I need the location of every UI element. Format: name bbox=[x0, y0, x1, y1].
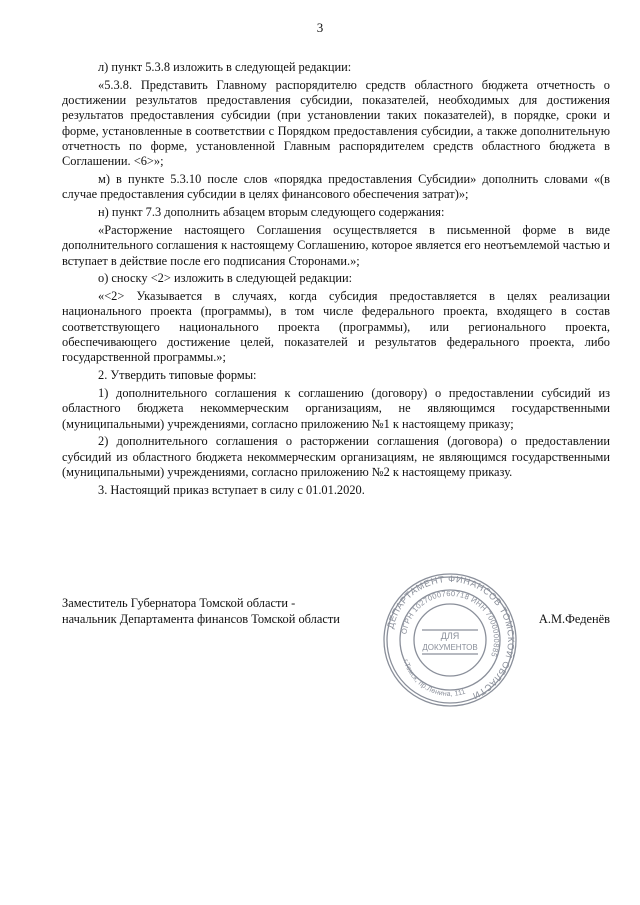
seal-center-line-2: ДОКУМЕНТОВ bbox=[422, 643, 478, 652]
signer-position-line-2: начальник Департамента финансов Томской области bbox=[62, 611, 340, 626]
paragraph-item-n: н) пункт 7.3 дополнить абзацем вторым следующего содержания: bbox=[98, 205, 445, 220]
paragraph-item-o: о) сноску <2> изложить в следующей редакции: bbox=[98, 271, 353, 286]
paragraph-footnote-2: «<2> Указывается в случаях, когда субсидия предоставляется в целях реализации национального проекта (программы), в том числе федерального проекта, входящего в состав соответствующего национального проекта (программы), или регионального проекта, обеспечивающего достижение целей, показателей и результатов федерального проекта, либо государственной программы.»; bbox=[62, 289, 610, 365]
paragraph-form-1: 1) дополнительного соглашения к соглашению (договору) о предоставлении субсидий из областного бюджета некоммерческим организациям, не являющимся государственными (муниципальными) учреждениями, согласно приложению №1 к настоящему приказу; bbox=[62, 385, 610, 431]
seal-center-line-1: ДЛЯ bbox=[440, 631, 460, 641]
paragraph-item-l: л) пункт 5.3.8 изложить в следующей редакции: bbox=[98, 60, 352, 74]
signer-position-line-1: Заместитель Губернатора Томской области - bbox=[62, 596, 296, 610]
paragraph-termination-clause: «Расторжение настоящего Соглашения осуществляется в письменной форме в виде дополнительного соглашения к настоящему Соглашению, которое является его неотъемлемой частью и вступает в действие после его подписания Сторонами.»; bbox=[62, 222, 610, 268]
official-seal-stamp bbox=[380, 570, 520, 710]
paragraph-approve-forms: 2. Утвердить типовые формы: bbox=[98, 368, 257, 383]
order-text bbox=[62, 60, 610, 501]
svg-text:г.Томск, пр.Ленина, 111 bbox=[402, 659, 467, 698]
paragraph-effective-date: 3. Настоящий приказ вступает в силу с 01.01.2020. bbox=[98, 482, 365, 497]
seal-inner-text: ОГРН 1027000760718 ИНН 7000000885 bbox=[399, 588, 502, 659]
paragraph-item-m: м) в пункте 5.3.10 после слов «порядка предоставления Субсидии» дополнить словами «(в случае предоставления субсидии в целях финансового обеспечения затрат)»; bbox=[62, 172, 610, 202]
paragraph-form-2: 2) дополнительного соглашения о расторжении соглашения (договора) о предоставлении субсидий из областного бюджета некоммерческим организациям, не являющимся государственными (муниципальными) учреждениями, согласно приложению №2 к настоящему приказу. bbox=[62, 434, 610, 479]
seal-icon bbox=[380, 570, 520, 710]
seal-address-text: г.Томск, пр.Ленина, 111 bbox=[401, 658, 467, 699]
paragraph-clause-5-3-8: «5.3.8. Представить Главному распорядителю средств областного бюджета отчетность о достижении результатов предоставления субсидии, показателей, необходимых для достижения результатов предоставления субсидии (при установлении таких показателей), в порядке, сроки и форме, установленные в соответствии с Порядком предоставления субсидии, а также дополнительную отчетность по форме, установленной Главным распорядителем средств областного бюджета в Соглашении. <6>»; bbox=[62, 77, 610, 169]
page-number: 3 bbox=[316, 20, 324, 35]
signer-name: А.М.Феденёв bbox=[538, 612, 610, 626]
seal-outer-text: ДЕПАРТАМЕНТ ФИНАНСОВ ТОМСКОЙ ОБЛАСТИ bbox=[385, 573, 517, 702]
